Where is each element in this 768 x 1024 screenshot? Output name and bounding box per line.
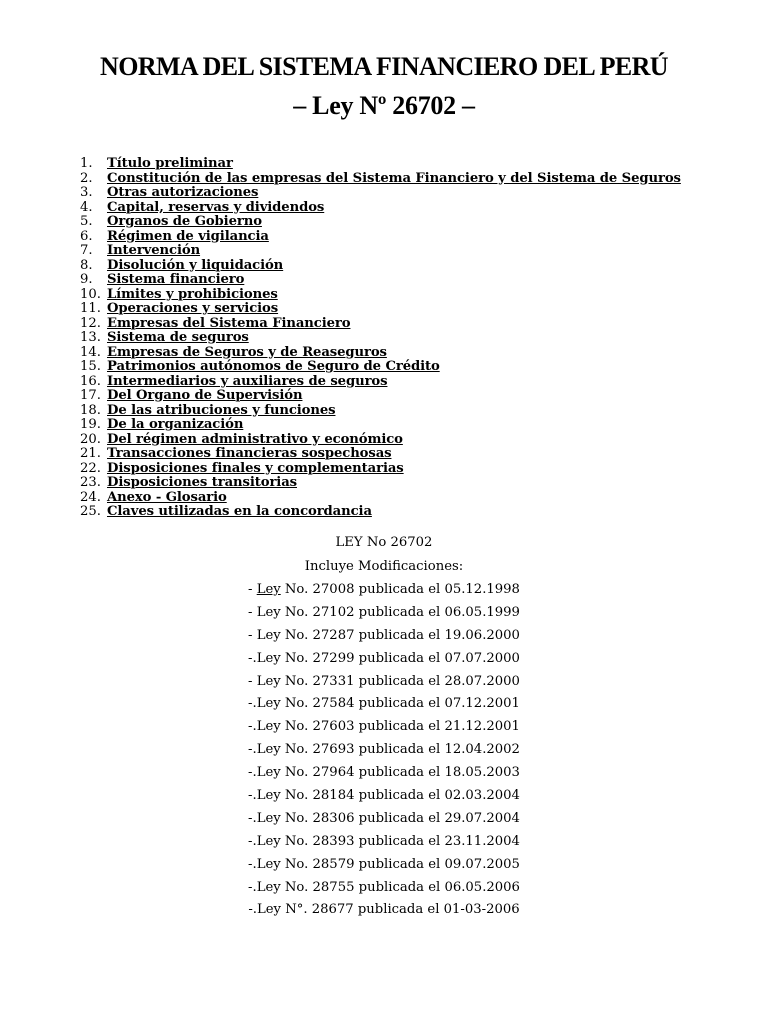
modification-item (0, 579, 768, 602)
toc-link[interactable]: Disposiciones transitorias (107, 475, 297, 490)
toc-item (80, 317, 720, 332)
toc-link[interactable]: Anexo - Glosario (107, 489, 227, 505)
modification-law: Ley (256, 650, 281, 666)
modification-text: No. 27008 publicada el 05.12.1998 (280, 582, 520, 597)
modification-law: Ley (256, 696, 281, 712)
toc-link[interactable]: Sistema financiero (107, 272, 245, 287)
toc-item-number: 15. (80, 359, 101, 374)
toc-link[interactable]: De las atribuciones y funciones (107, 402, 336, 418)
toc-item-number: 19. (80, 417, 101, 432)
toc-link[interactable]: Sistema de seguros (107, 330, 249, 345)
toc-item (80, 157, 720, 172)
toc-item-number: 13. (80, 330, 101, 345)
modification-text: No. 27287 publicada el 19.06.2000 (280, 627, 520, 643)
toc-link[interactable]: Régimen de vigilancia (107, 228, 269, 244)
modification-item (0, 648, 768, 671)
toc-item (80, 476, 720, 491)
toc-item-number: 5. (80, 214, 93, 229)
toc-item-number: 11. (80, 301, 101, 316)
toc-item (80, 244, 720, 259)
toc-item (80, 433, 720, 448)
toc-link[interactable]: Claves utilizadas en la concordancia (107, 504, 372, 519)
modification-law: Ley (256, 765, 281, 781)
modifications-list (0, 579, 768, 922)
toc-item (80, 215, 720, 230)
modification-text: No. 27603 publicada el 21.12.2001 (280, 719, 520, 735)
toc-item (80, 389, 720, 404)
toc-item-number: 23. (80, 475, 101, 490)
modification-text: No. 27964 publicada el 18.05.2003 (280, 765, 520, 781)
toc-link[interactable]: De la organización (107, 417, 244, 432)
modification-item (0, 808, 768, 831)
modification-text: No. 28579 publicada el 09.07.2005 (280, 856, 520, 872)
toc-item-number: 9. (80, 272, 93, 287)
toc-link[interactable]: Empresas de Seguros y de Reaseguros (107, 344, 387, 360)
toc-item-number: 1. (80, 156, 93, 171)
modification-law: Ley (256, 604, 281, 620)
modification-item (0, 899, 768, 922)
modification-law: Ley (256, 856, 281, 872)
modification-text: No. 27693 publicada el 12.04.2002 (280, 742, 520, 758)
table-of-contents (80, 157, 720, 520)
modification-prefix: -. (248, 650, 257, 666)
toc-item (80, 346, 720, 361)
modification-item (0, 671, 768, 694)
law-heading: LEY No 26702 (335, 535, 433, 550)
toc-item-number: 6. (80, 228, 93, 244)
toc-item (80, 491, 720, 506)
toc-link[interactable]: Otras autorizaciones (107, 185, 259, 200)
modification-item (0, 831, 768, 854)
modification-prefix: -. (248, 788, 257, 804)
toc-item-number: 16. (80, 373, 101, 389)
modification-prefix: - (248, 604, 257, 620)
modification-prefix: - (248, 627, 257, 643)
modification-prefix: -. (248, 696, 257, 712)
modifications-heading: Incluye Modificaciones: (304, 559, 464, 574)
toc-link[interactable]: Operaciones y servicios (107, 301, 279, 316)
modification-prefix: - (248, 673, 257, 689)
toc-item (80, 331, 720, 346)
toc-item-number: 10. (80, 286, 101, 302)
modification-text: No. 27102 publicada el 06.05.1999 (280, 604, 520, 620)
toc-item (80, 273, 720, 288)
toc-item-number: 14. (80, 344, 101, 360)
modification-text: No. 27331 publicada el 28.07.2000 (280, 673, 520, 689)
toc-link[interactable]: Del Organo de Supervisión (107, 388, 303, 403)
toc-item (80, 360, 720, 375)
toc-link[interactable]: Empresas del Sistema Financiero (107, 315, 351, 331)
toc-link[interactable]: Disposiciones finales y complementarias (107, 460, 404, 476)
modification-item (0, 739, 768, 762)
toc-item (80, 172, 720, 187)
toc-item (80, 404, 720, 419)
modification-law: Ley (256, 902, 281, 918)
toc-link[interactable]: Límites y prohibiciones (107, 286, 278, 302)
modification-law: Ley (256, 742, 281, 758)
modification-item (0, 785, 768, 808)
modification-item (0, 762, 768, 785)
modification-text: No. 27299 publicada el 07.07.2000 (280, 650, 520, 666)
toc-item (80, 186, 720, 201)
modification-prefix: -. (248, 879, 257, 895)
toc-link[interactable]: Capital, reservas y dividendos (107, 199, 325, 215)
toc-item (80, 505, 720, 520)
toc-item-number: 7. (80, 243, 93, 258)
toc-item-number: 4. (80, 199, 93, 215)
modification-item (0, 602, 768, 625)
toc-item-number: 20. (80, 431, 101, 447)
toc-item (80, 230, 720, 245)
toc-item-number: 2. (80, 170, 93, 186)
modification-item (0, 877, 768, 900)
modification-prefix: -. (248, 902, 257, 918)
modification-prefix: -. (248, 742, 257, 758)
toc-item (80, 288, 720, 303)
toc-item-number: 22. (80, 460, 101, 476)
toc-item-number: 12. (80, 315, 101, 331)
toc-item (80, 259, 720, 274)
modification-prefix: -. (248, 856, 257, 872)
toc-link[interactable]: Intermediarios y auxiliares de seguros (107, 373, 388, 389)
toc-item (80, 418, 720, 433)
toc-item (80, 447, 720, 462)
toc-link[interactable]: Constitución de las empresas del Sistema Financiero y del Sistema de Seguros (107, 170, 681, 186)
toc-item-number: 8. (80, 257, 93, 273)
modification-text: No. 28184 publicada el 02.03.2004 (280, 788, 520, 804)
modification-law: Ley (256, 833, 281, 849)
toc-link[interactable]: Organos de Gobierno (107, 214, 262, 229)
modification-law: Ley (256, 627, 281, 643)
modification-prefix: -. (248, 833, 257, 849)
modification-item (0, 693, 768, 716)
toc-item-number: 18. (80, 402, 101, 418)
modification-item (0, 716, 768, 739)
toc-link[interactable]: Disolución y liquidación (107, 257, 284, 273)
toc-link[interactable]: Título preliminar (107, 156, 233, 171)
toc-item (80, 375, 720, 390)
toc-item (80, 302, 720, 317)
toc-item (80, 201, 720, 216)
toc-link[interactable]: Del régimen administrativo y económico (107, 431, 403, 447)
modification-law: Ley (256, 673, 281, 689)
toc-item (80, 462, 720, 477)
toc-item-number: 17. (80, 388, 101, 403)
modification-prefix: -. (248, 765, 257, 781)
toc-item-number: 25. (80, 504, 101, 519)
modification-text: N°. 28677 publicada el 01-03-2006 (281, 902, 520, 918)
modification-text: No. 28393 publicada el 23.11.2004 (280, 833, 520, 849)
modification-prefix: -. (248, 810, 257, 826)
toc-item-number: 24. (80, 489, 101, 505)
document-subtitle: – Ley Nº 26702 – (293, 91, 475, 120)
modification-law: Ley (256, 788, 281, 804)
modification-law: Ley (256, 810, 281, 826)
modification-law: Ley (256, 719, 281, 735)
toc-link[interactable]: Transacciones financieras sospechosas (107, 446, 392, 461)
toc-link[interactable]: Patrimonios autónomos de Seguro de Crédito (107, 359, 440, 374)
modification-law: Ley (256, 879, 281, 895)
modification-item (0, 854, 768, 877)
modification-text: No. 28306 publicada el 29.07.2004 (280, 810, 520, 826)
modification-text: No. 27584 publicada el 07.12.2001 (280, 696, 520, 712)
toc-item-number: 21. (80, 446, 101, 461)
toc-item-number: 3. (80, 185, 93, 200)
modification-prefix: -. (248, 719, 257, 735)
modification-item (0, 625, 768, 648)
modification-prefix: - (248, 582, 257, 597)
modification-text: No. 28755 publicada el 06.05.2006 (280, 879, 520, 895)
modification-law-link[interactable]: Ley (256, 582, 281, 597)
toc-link[interactable]: Intervención (107, 243, 201, 258)
document-title: NORMA DEL SISTEMA FINANCIERO DEL PERÚ (100, 52, 668, 81)
